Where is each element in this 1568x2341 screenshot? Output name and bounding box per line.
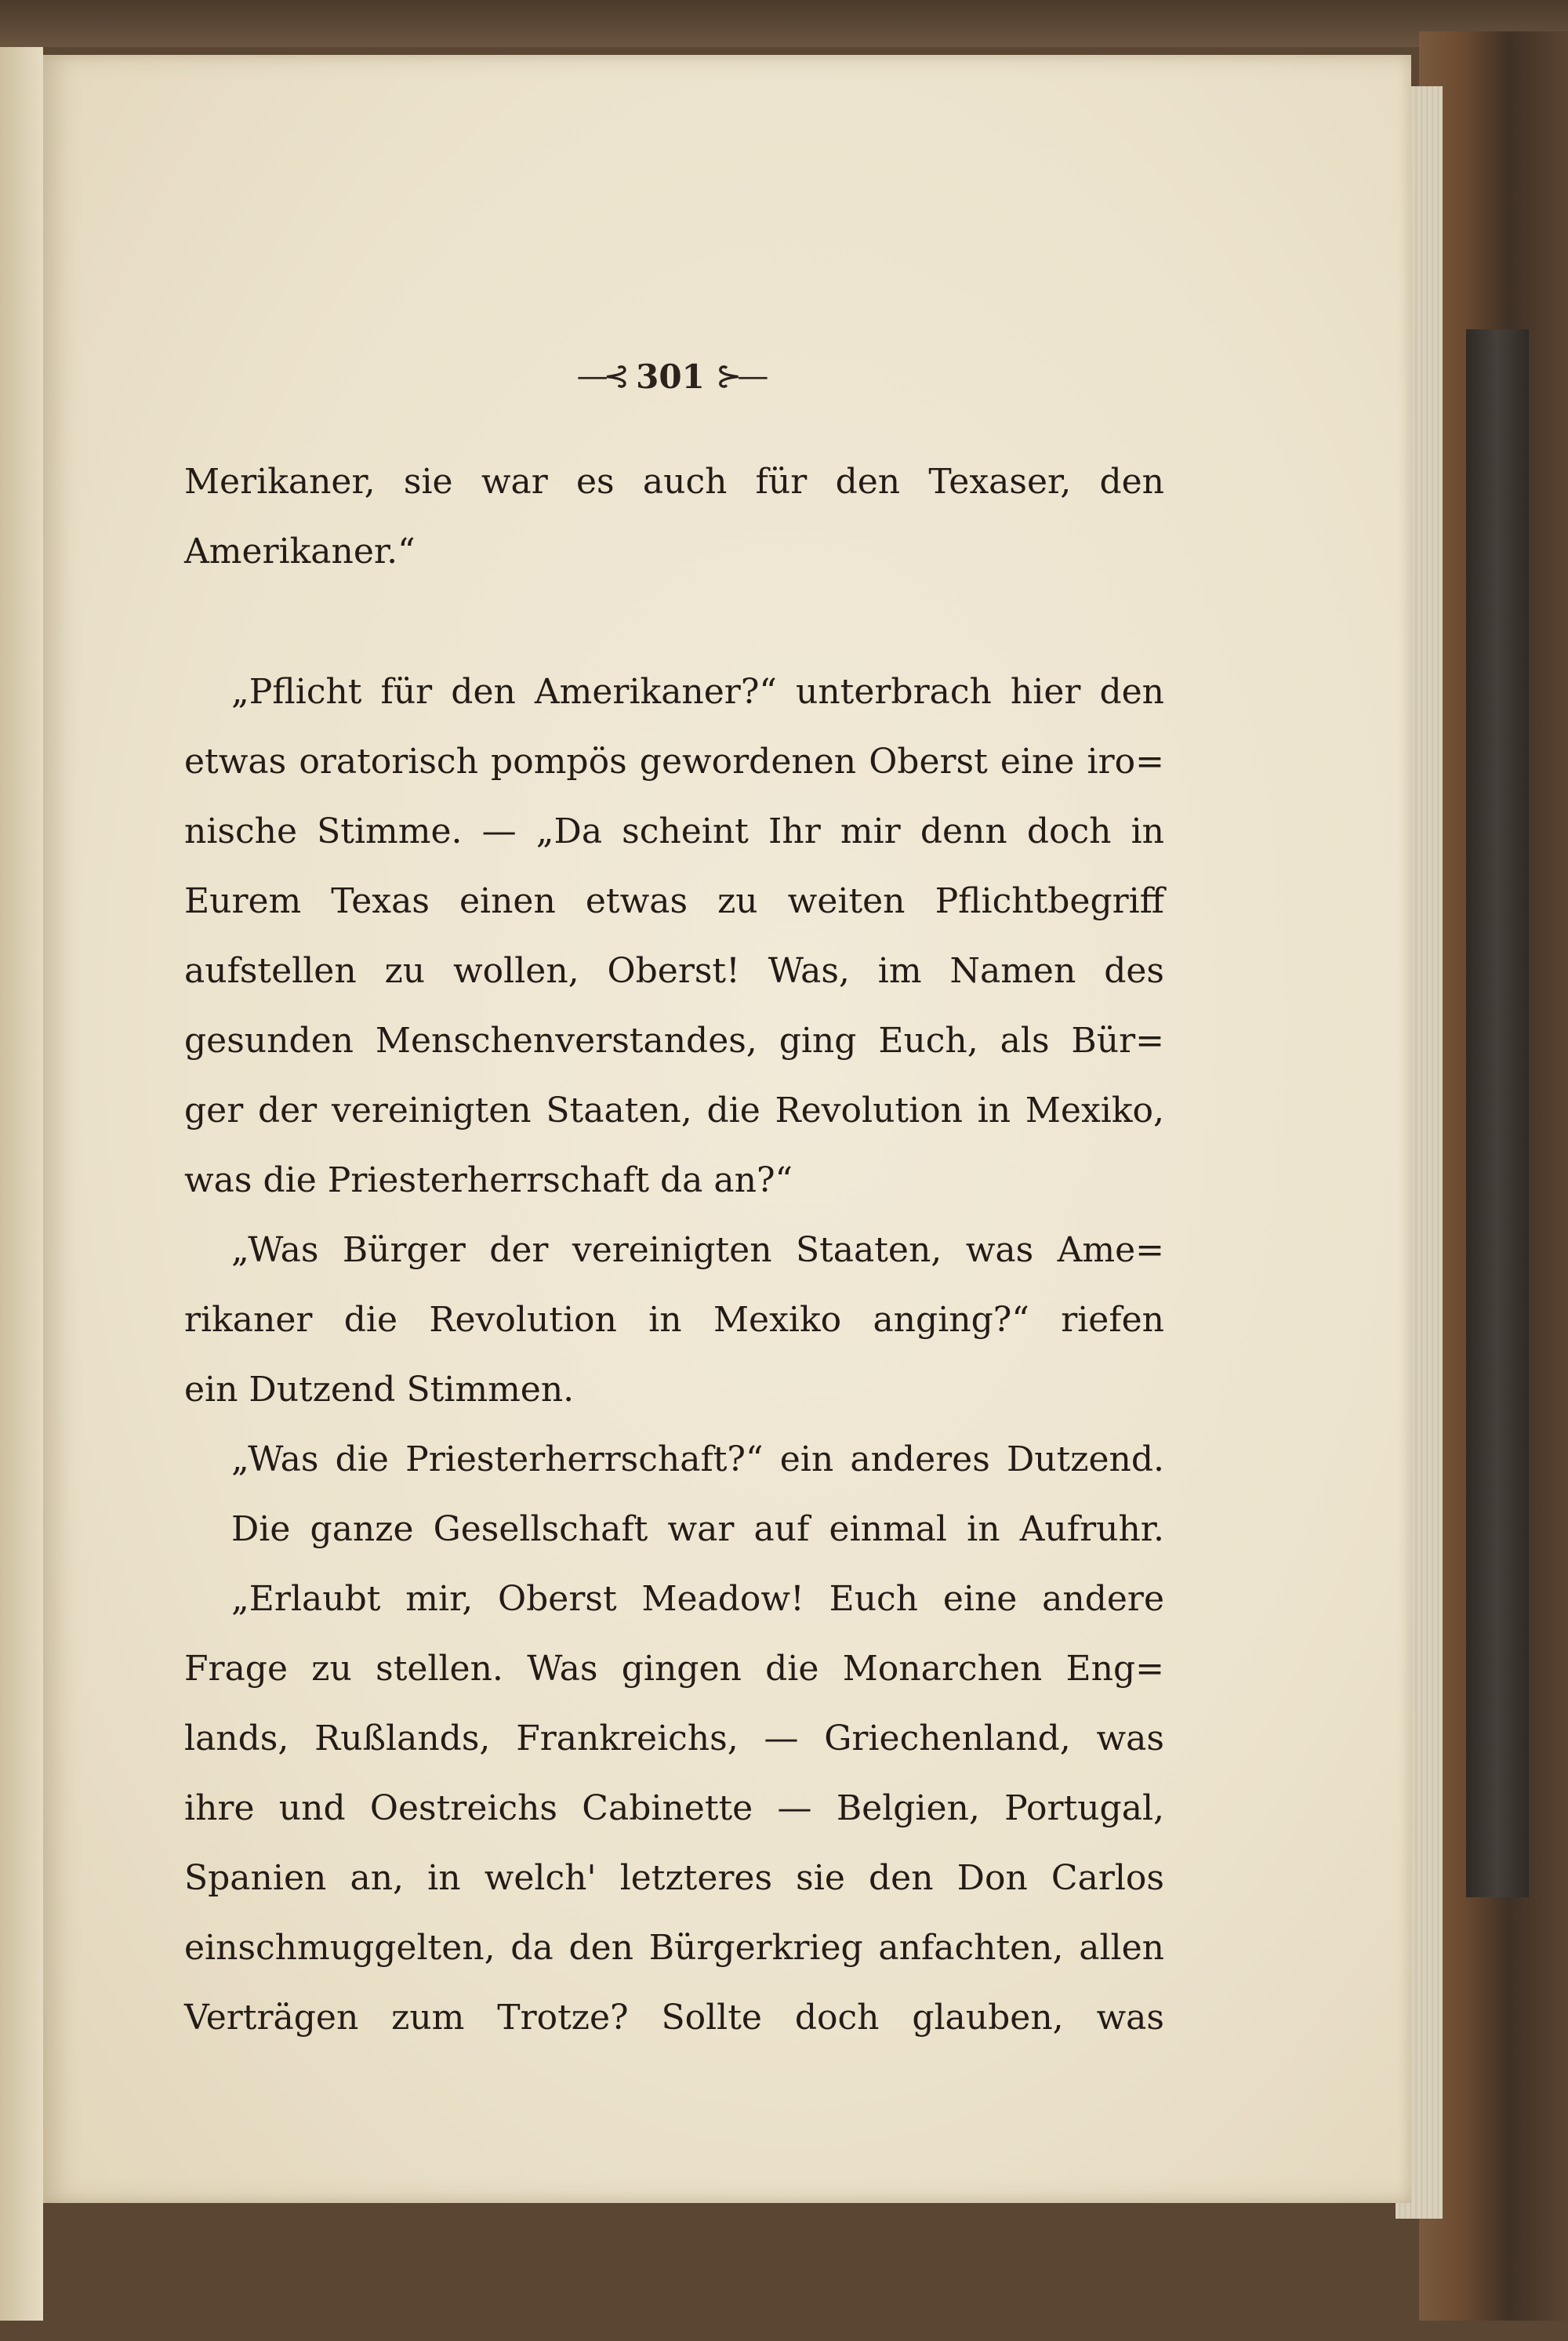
page-number: 301 <box>636 357 705 396</box>
text-line: einschmuggelten, da den Bürgerkrieg anfachten, allen <box>184 1928 1164 1968</box>
text-line: Verträgen zum Trotze? Sollte doch glauben, was <box>184 1998 1164 2038</box>
text-line: nische Stimme. — „Da scheint Ihr mir denn doch in <box>184 811 1164 851</box>
paragraph-gap <box>184 586 1164 657</box>
text-line: rikaner die Revolution in Mexiko anging?“ riefen <box>184 1300 1164 1340</box>
page-header <box>514 353 827 400</box>
left-page-edge <box>0 47 43 2321</box>
text-line: „Erlaubt mir, Oberst Meadow! Euch eine andere <box>231 1579 1164 1619</box>
text-line: Die ganze Gesellschaft war auf einmal in Aufruhr. <box>231 1509 1164 1549</box>
body-text <box>184 447 1164 2052</box>
text-line: Amerikaner.“ <box>184 532 416 572</box>
text-line: „Was die Priesterherrschaft?“ ein anderes Dutzend. <box>231 1439 1164 1479</box>
text-line: „Was Bürger der vereinigten Staaten, was Ame= <box>231 1230 1164 1270</box>
text-line: gesunden Menschenverstandes, ging Euch, als Bür= <box>184 1021 1164 1061</box>
text-line: etwas oratorisch pompös gewordenen Oberst eine iro= <box>184 742 1164 782</box>
ornament-left-icon: —⊰ <box>576 358 626 394</box>
text-line: aufstellen zu wollen, Oberst! Was, im Namen des <box>184 951 1164 991</box>
book-page <box>43 55 1411 2203</box>
text-line: Spanien an, in welch' letzteres sie den Don Carlos <box>184 1858 1164 1898</box>
book-spine-strip <box>1466 329 1529 1897</box>
text-line: ein Dutzend Stimmen. <box>184 1370 575 1410</box>
text-line: „Pflicht für den Amerikaner?“ unterbrach hier den <box>231 672 1164 712</box>
text-line: lands, Rußlands, Frankreichs, — Griechenland, was <box>184 1719 1164 1758</box>
text-line: ger der vereinigten Staaten, die Revolution in Mexiko, <box>184 1091 1164 1131</box>
text-line: Merikaner, sie war es auch für den Texaser, den <box>184 462 1164 502</box>
text-line: Eurem Texas einen etwas zu weiten Pflichtbegriff <box>184 881 1164 921</box>
ornament-right-icon: ⊱— <box>715 358 764 394</box>
book-top-edge <box>0 0 1568 47</box>
text-line: was die Priesterherrschaft da an?“ <box>184 1160 793 1200</box>
text-line: Frage zu stellen. Was gingen die Monarchen Eng= <box>184 1649 1164 1689</box>
text-line: ihre und Oestreichs Cabinette — Belgien, Portugal, <box>184 1788 1164 1828</box>
